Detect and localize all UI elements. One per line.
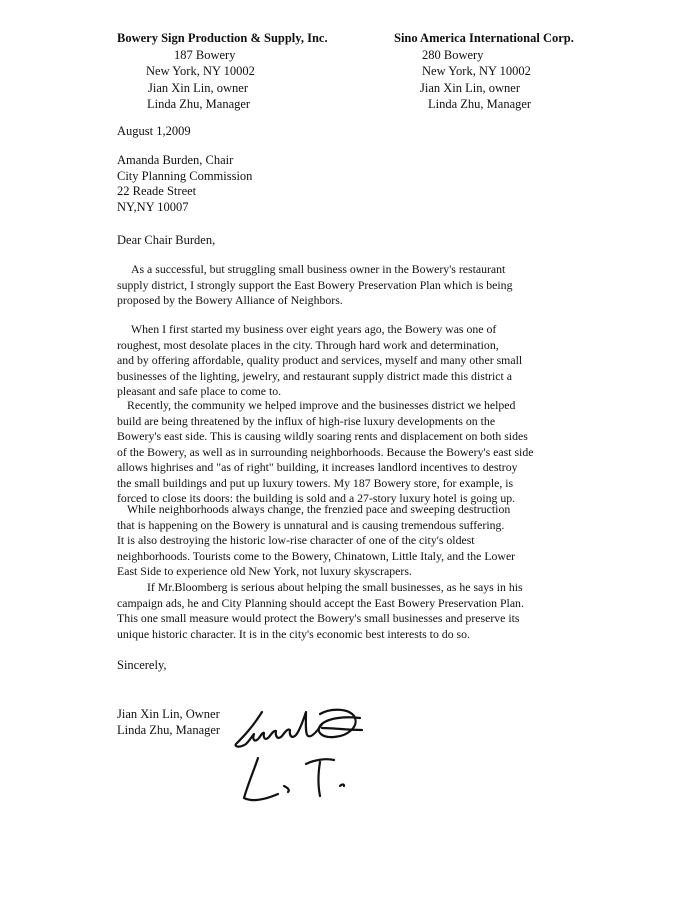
handwritten-signature <box>222 700 392 815</box>
company-manager: Linda Zhu, Manager <box>428 97 532 111</box>
company-city: New York, NY 10002 <box>146 64 255 78</box>
body-line: When I first started my business over eight years ago, the Bowery was one of <box>131 322 497 336</box>
body-line: that is happening on the Bowery is unnatural and is causing tremendous suffering. <box>117 517 505 532</box>
body-line: build are being threatened by the influx of high-rise luxury developments on the <box>117 413 496 428</box>
body-line: proposed by the Bowery Alliance of Neighbors. <box>117 293 343 307</box>
body-line: roughest, most desolate places in the city. Through hard work and determination, <box>117 337 499 352</box>
letter-date: August 1,2009 <box>117 124 191 138</box>
body-line: businesses of the lighting, jewelry, and restaurant supply district made this district a <box>117 368 513 383</box>
company-name: Bowery Sign Production & Supply, Inc. <box>117 31 328 45</box>
company-street: 280 Bowery <box>422 47 484 62</box>
body-line: unique historic character. It is in the city's economic best interests to do so. <box>117 626 470 641</box>
body-paragraph-1 <box>117 262 579 309</box>
body-paragraph-5 <box>117 580 579 642</box>
body-line: campaign ads, he and City Planning should accept the East Bowery Preservation Plan. <box>117 595 524 610</box>
letterhead-right <box>394 30 624 113</box>
company-owner: Jian Xin Lin, owner <box>148 80 248 95</box>
recipient-org: City Planning Commission <box>117 168 253 183</box>
body-line: While neighborhoods always change, the frenzied pace and sweeping destruction <box>127 502 511 516</box>
signer-owner: Jian Xin Lin, Owner <box>117 707 220 721</box>
body-line: allows highrises and "as of right" building, it increases landlord incentives to destroy <box>117 460 518 474</box>
body-line: Recently, the community we helped improve and the businesses district we helped <box>127 398 516 412</box>
company-street: 187 Bowery <box>174 47 236 62</box>
body-line: This one small measure would protect the Bowery's small businesses and preserve its <box>117 611 520 625</box>
recipient-street: 22 Reade Street <box>117 184 197 198</box>
closing: Sincerely, <box>117 658 167 672</box>
body-paragraph-2 <box>117 322 579 400</box>
signer-block <box>117 706 220 738</box>
recipient-name: Amanda Burden, Chair <box>117 153 234 167</box>
body-line: the small buildings and put up luxury towers. My 187 Bowery store, for example, is <box>117 475 514 490</box>
company-owner: Jian Xin Lin, owner <box>420 80 520 95</box>
body-line: East Side to experience old New York, not luxury skyscrapers. <box>117 564 412 578</box>
body-line: If Mr.Bloomberg is serious about helping the small businesses, as he says in his <box>147 580 523 594</box>
letterhead-left <box>117 30 357 113</box>
body-line: Bowery's east side. This is causing wildly soaring rents and displacement on both sides <box>117 429 528 443</box>
body-line: of the Bowery, as well as in surrounding neighborhoods. Because the Bowery's east side <box>117 444 534 459</box>
body-paragraph-3 <box>117 398 579 507</box>
body-line: It is also destroying the historic low-rise character of one of the city's oldest <box>117 533 475 547</box>
company-city: New York, NY 10002 <box>422 64 531 78</box>
company-manager: Linda Zhu, Manager <box>147 97 251 111</box>
body-line: and by offering affordable, quality product and services, myself and many other small <box>117 353 523 367</box>
body-line: pleasant and safe place to come to. <box>117 384 282 398</box>
recipient-city: NY,NY 10007 <box>117 199 189 214</box>
signer-manager: Linda Zhu, Manager <box>117 723 221 737</box>
salutation: Dear Chair Burden, <box>117 233 216 247</box>
body-paragraph-4 <box>117 502 579 580</box>
body-line: As a successful, but struggling small business owner in the Bowery's restaurant <box>131 262 506 276</box>
body-line: supply district, I strongly support the East Bowery Preservation Plan which is being <box>117 277 513 292</box>
body-line: neighborhoods. Tourists come to the Bowery, Chinatown, Little Italy, and the Lower <box>117 548 516 563</box>
company-name: Sino America International Corp. <box>394 31 574 45</box>
recipient-address <box>117 153 252 215</box>
body-line: forced to close its doors: the building is sold and a 27-story luxury hotel is going up. <box>117 491 516 505</box>
